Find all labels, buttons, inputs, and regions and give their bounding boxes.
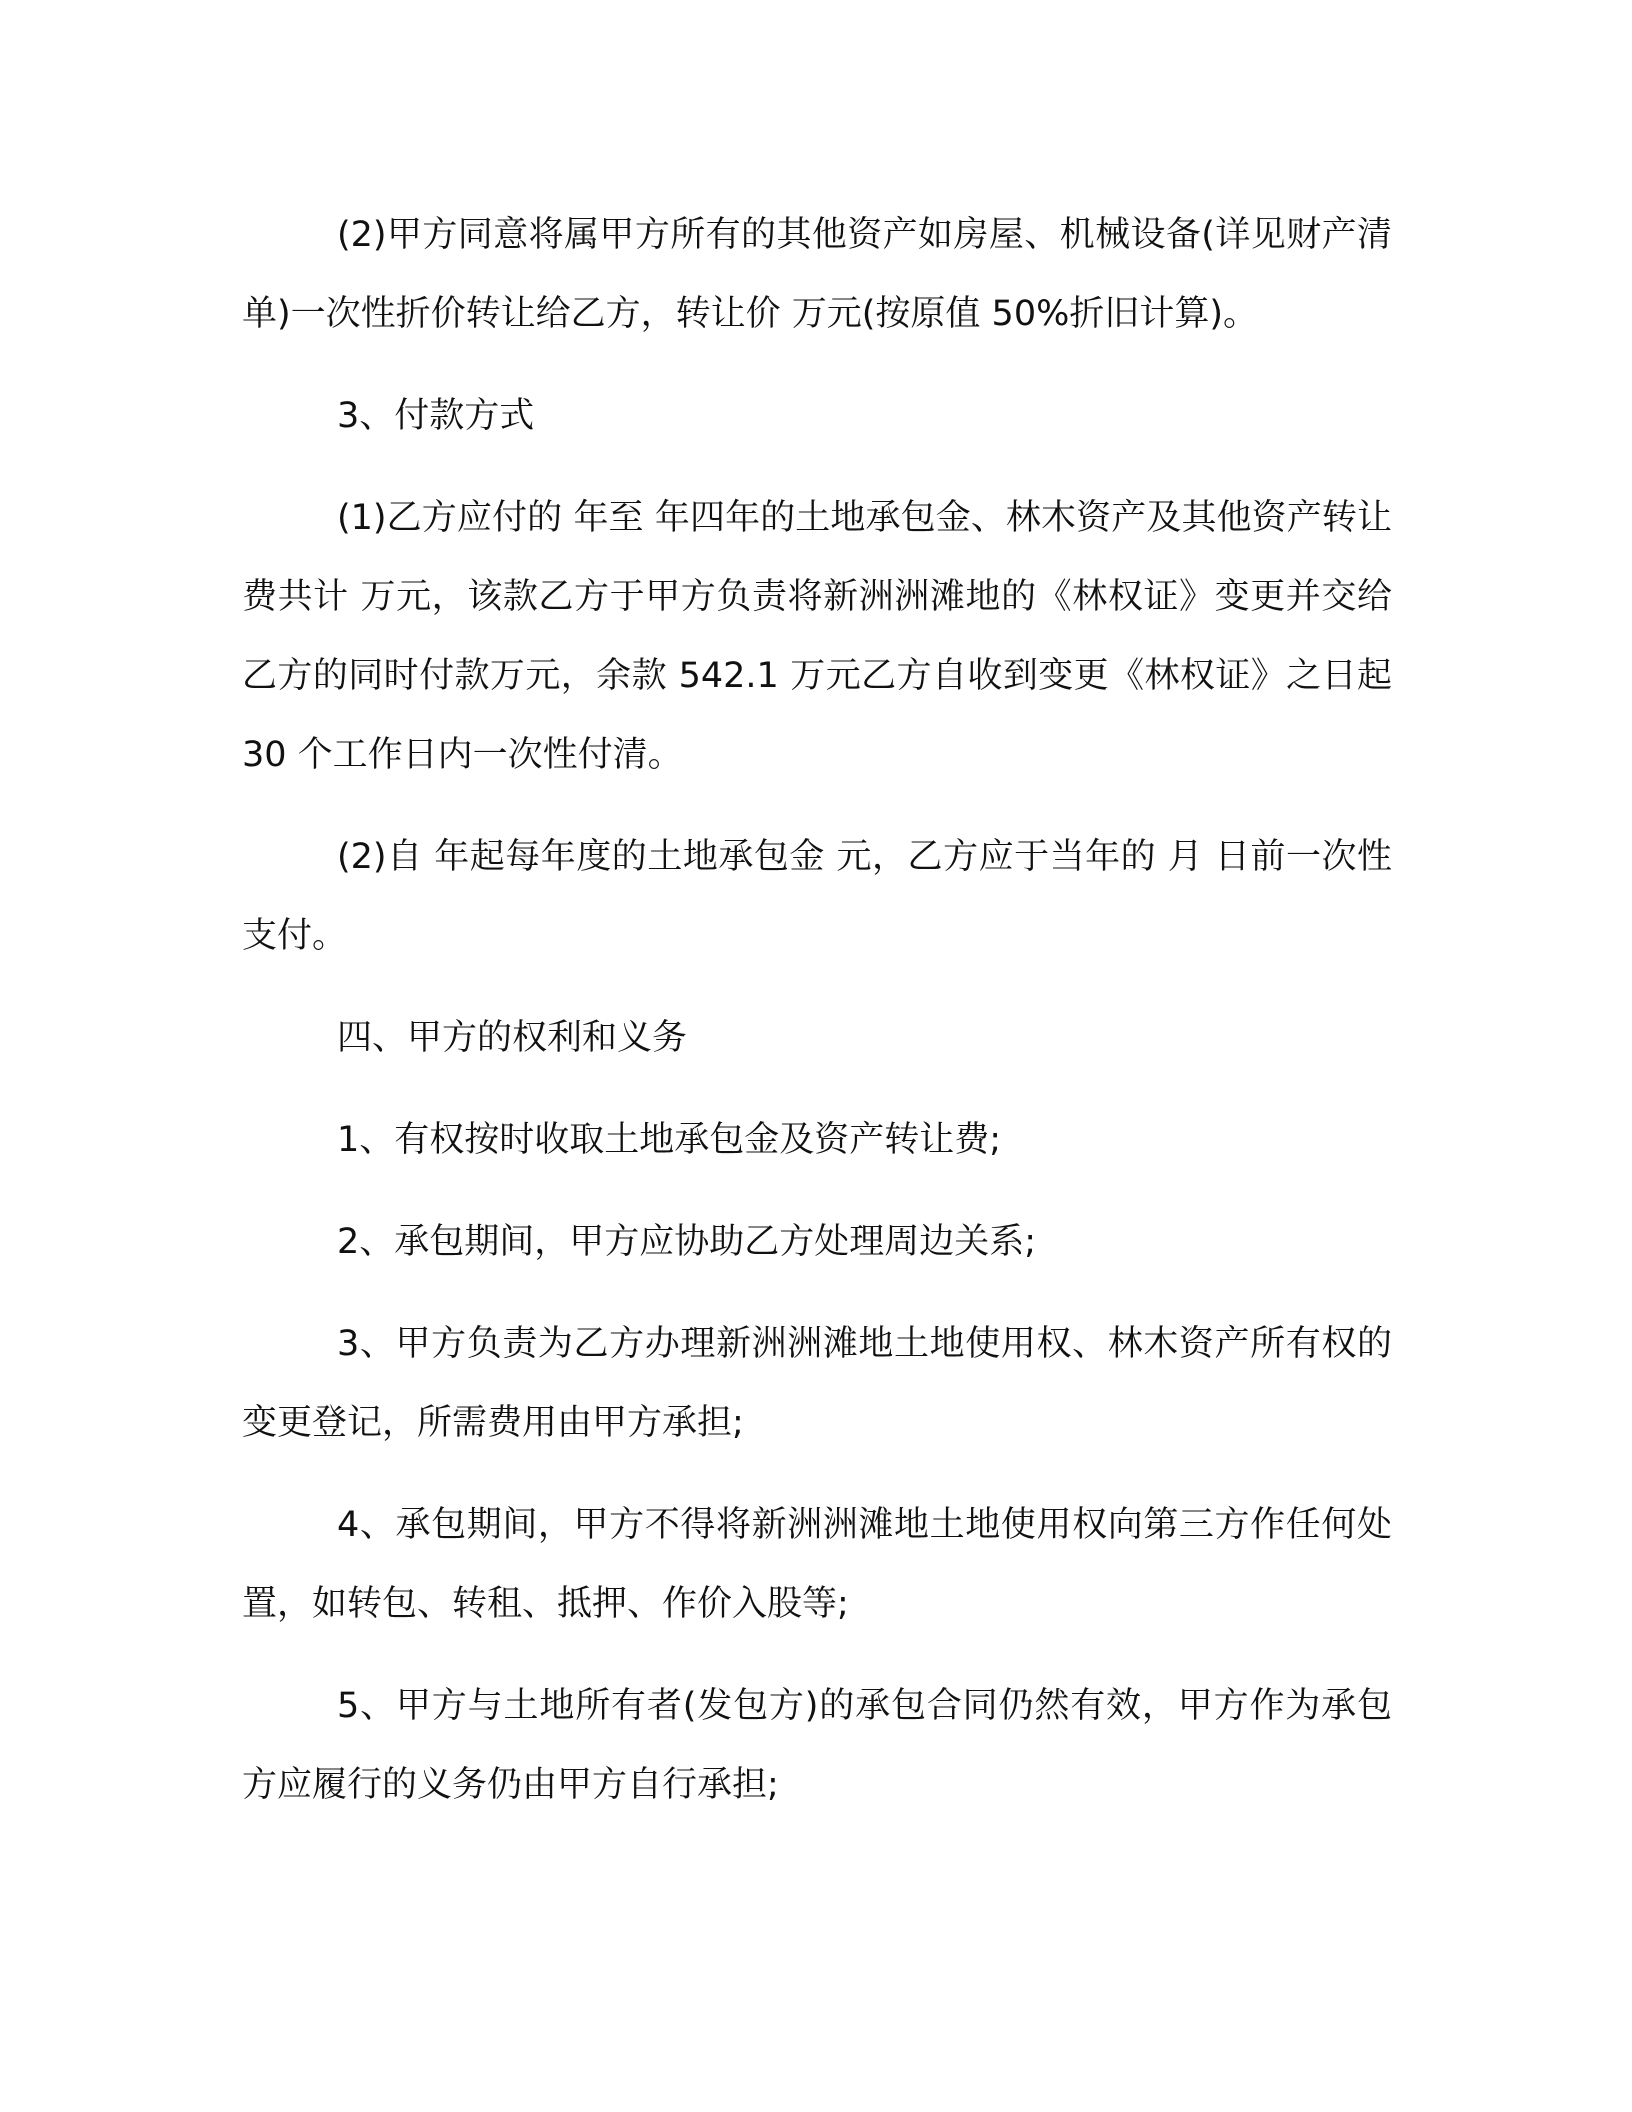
paragraph-annual-payment: (2)自 年起每年度的土地承包金 元，乙方应于当年的 月 日前一次性支付。	[242, 837, 1392, 956]
paragraph-right-3: 3、甲方负责为乙方办理新洲洲滩地土地使用权、林木资产所有权的变更登记，所需费用由甲方承担;	[242, 1324, 1392, 1443]
paragraph-right-2: 2、承包期间，甲方应协助乙方处理周边关系;	[337, 1222, 1037, 1262]
paragraph-asset-transfer: (2)甲方同意将属甲方所有的其他资产如房屋、机械设备(详见财产清单)一次性折价转让给乙方，转让价 万元(按原值 50%折旧计算)。	[242, 215, 1392, 334]
paragraph-right-1: 1、有权按时收取土地承包金及资产转让费;	[337, 1120, 1002, 1160]
paragraph-right-5: 5、甲方与土地所有者(发包方)的承包合同仍然有效，甲方作为承包方应履行的义务仍由甲方自行承担;	[242, 1686, 1392, 1805]
heading-party-a-rights: 四、甲方的权利和义务	[337, 1018, 688, 1058]
heading-payment-method: 3、付款方式	[337, 396, 535, 436]
paragraph-payment-total: (1)乙方应付的 年至 年四年的土地承包金、林木资产及其他资产转让费共计 万元，该款乙方于甲方负责将新洲洲滩地的《林权证》变更并交给乙方的同时付款万元，余款 542.1 万元乙方自收到变更《林权证》之日起 30 个工作日内一次性付清。	[242, 498, 1392, 775]
paragraph-right-4: 4、承包期间，甲方不得将新洲洲滩地土地使用权向第三方作任何处置，如转包、转租、抵押、作价入股等;	[242, 1505, 1392, 1624]
document-body	[242, 196, 1392, 1848]
